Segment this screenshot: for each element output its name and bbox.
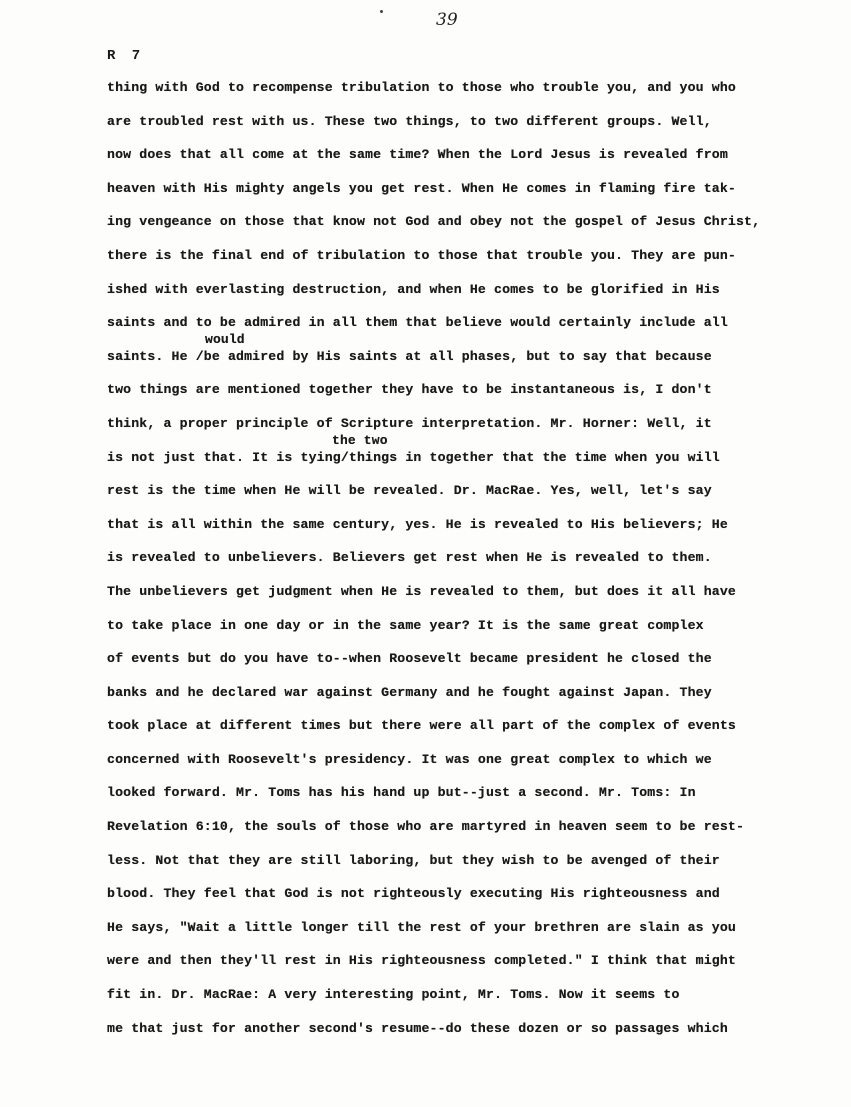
text-line: looked forward. Mr. Toms has his hand up but--just a second. Mr. Toms: In bbox=[107, 785, 696, 801]
text-line: ing vengeance on those that know not God and obey not the gospel of Jesus Christ, bbox=[107, 214, 761, 230]
interlinear-insertion: the two bbox=[332, 432, 388, 448]
text-line: saints and to be admired in all them that believe would certainly include all bbox=[107, 315, 728, 331]
text-line: blood. They feel that God is not righteously executing His righteousness and bbox=[107, 886, 720, 902]
text-line: thing with God to recompense tribulation to those who trouble you, and you who bbox=[107, 80, 736, 95]
text-line: concerned with Roosevelt's presidency. It was one great complex to which we bbox=[107, 751, 712, 767]
text-line-content: is not just that. It is tying/things in together that the time when you will bbox=[107, 449, 720, 465]
text-line: were and then they'll rest in His righteousness completed." I think that might bbox=[107, 953, 736, 969]
body-text bbox=[107, 80, 787, 1054]
text-line: two things are mentioned together they have to be instantaneous is, I don't bbox=[107, 382, 712, 398]
page-number: 39 bbox=[436, 10, 458, 30]
text-line-with-insertion bbox=[107, 432, 787, 484]
text-line: are troubled rest with us. These two things, to two different groups. Well, bbox=[107, 113, 712, 129]
text-line: now does that all come at the same time? When the Lord Jesus is revealed from bbox=[107, 147, 728, 163]
text-line: heaven with His mighty angels you get rest. When He comes in flaming fire tak- bbox=[107, 180, 736, 196]
text-line: Revelation 6:10, the souls of those who are martyred in heaven seem to be rest- bbox=[107, 819, 745, 835]
text-line: to take place in one day or in the same year? It is the same great complex bbox=[107, 617, 704, 633]
text-line: less. Not that they are still laboring, but they wish to be avenged of their bbox=[107, 852, 720, 868]
text-line: of events but do you have to--when Roosevelt became president he closed the bbox=[107, 651, 712, 667]
ink-speck bbox=[380, 10, 383, 13]
text-line-with-insertion bbox=[107, 331, 787, 383]
text-line: rest is the time when He will be revealed. Dr. MacRae. Yes, well, let's say bbox=[107, 483, 712, 499]
text-line: there is the final end of tribulation to those that trouble you. They are pun- bbox=[107, 247, 736, 263]
text-line: ished with everlasting destruction, and when He comes to be glorified in His bbox=[107, 281, 720, 297]
text-line: me that just for another second's resume--do these dozen or so passages which bbox=[107, 1020, 728, 1036]
text-line: banks and he declared war against Germany and he fought against Japan. They bbox=[107, 684, 712, 700]
text-line: took place at different times but there were all part of the complex of events bbox=[107, 718, 736, 734]
text-line-content: saints. He /be admired by His saints at all phases, but to say that because bbox=[107, 348, 712, 364]
text-line: He says, "Wait a little longer till the rest of your brethren are slain as you bbox=[107, 919, 736, 935]
interlinear-insertion: would bbox=[205, 331, 245, 347]
text-line: think, a proper principle of Scripture interpretation. Mr. Horner: Well, it bbox=[107, 415, 712, 431]
text-line: The unbelievers get judgment when He is revealed to them, but does it all have bbox=[107, 583, 736, 599]
text-line: is revealed to unbelievers. Believers get rest when He is revealed to them. bbox=[107, 550, 712, 566]
text-line: fit in. Dr. MacRae: A very interesting point, Mr. Toms. Now it seems to bbox=[107, 987, 680, 1003]
header-tag: R 7 bbox=[107, 48, 142, 64]
text-line: that is all within the same century, yes. He is revealed to His believers; He bbox=[107, 516, 728, 532]
